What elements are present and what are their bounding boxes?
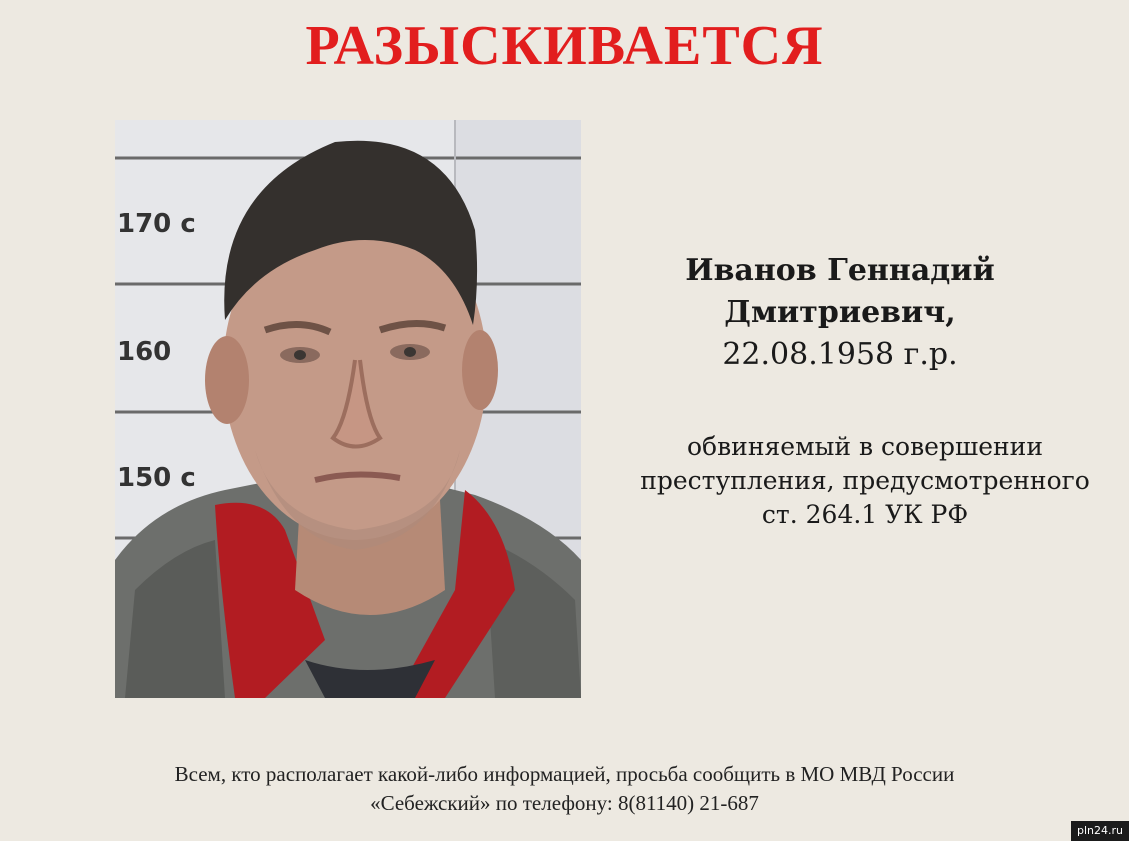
suspect-photo — [115, 120, 581, 698]
charge-description — [600, 430, 1129, 532]
suspect-name — [600, 250, 1080, 334]
name-line-2: Дмитриевич, — [724, 295, 956, 330]
name-line-1: Иванов Геннадий — [685, 253, 995, 288]
date-of-birth: 22.08.1958 г.р. — [722, 337, 958, 372]
contact-line-1: Всем, кто располагает какой-либо информацией, просьба сообщить в МО МВД России — [174, 762, 955, 786]
site-watermark: pln24.ru — [1071, 821, 1129, 841]
height-mark-160: 160 — [117, 337, 172, 367]
charge-line-1: обвиняемый в совершении — [687, 432, 1043, 461]
height-mark-170: 170 с — [117, 209, 196, 239]
charge-line-3: ст. 264.1 УК РФ — [761, 500, 969, 529]
charge-line-2: преступления, предусмотренного — [640, 466, 1090, 495]
height-mark-150: 150 с — [117, 463, 196, 493]
headline-wanted: РАЗЫСКИВАЕТСЯ — [305, 15, 824, 77]
contact-line-2: «Себежский» по телефону: 8(81140) 21-687 — [370, 791, 759, 815]
contact-notice — [0, 760, 1129, 818]
